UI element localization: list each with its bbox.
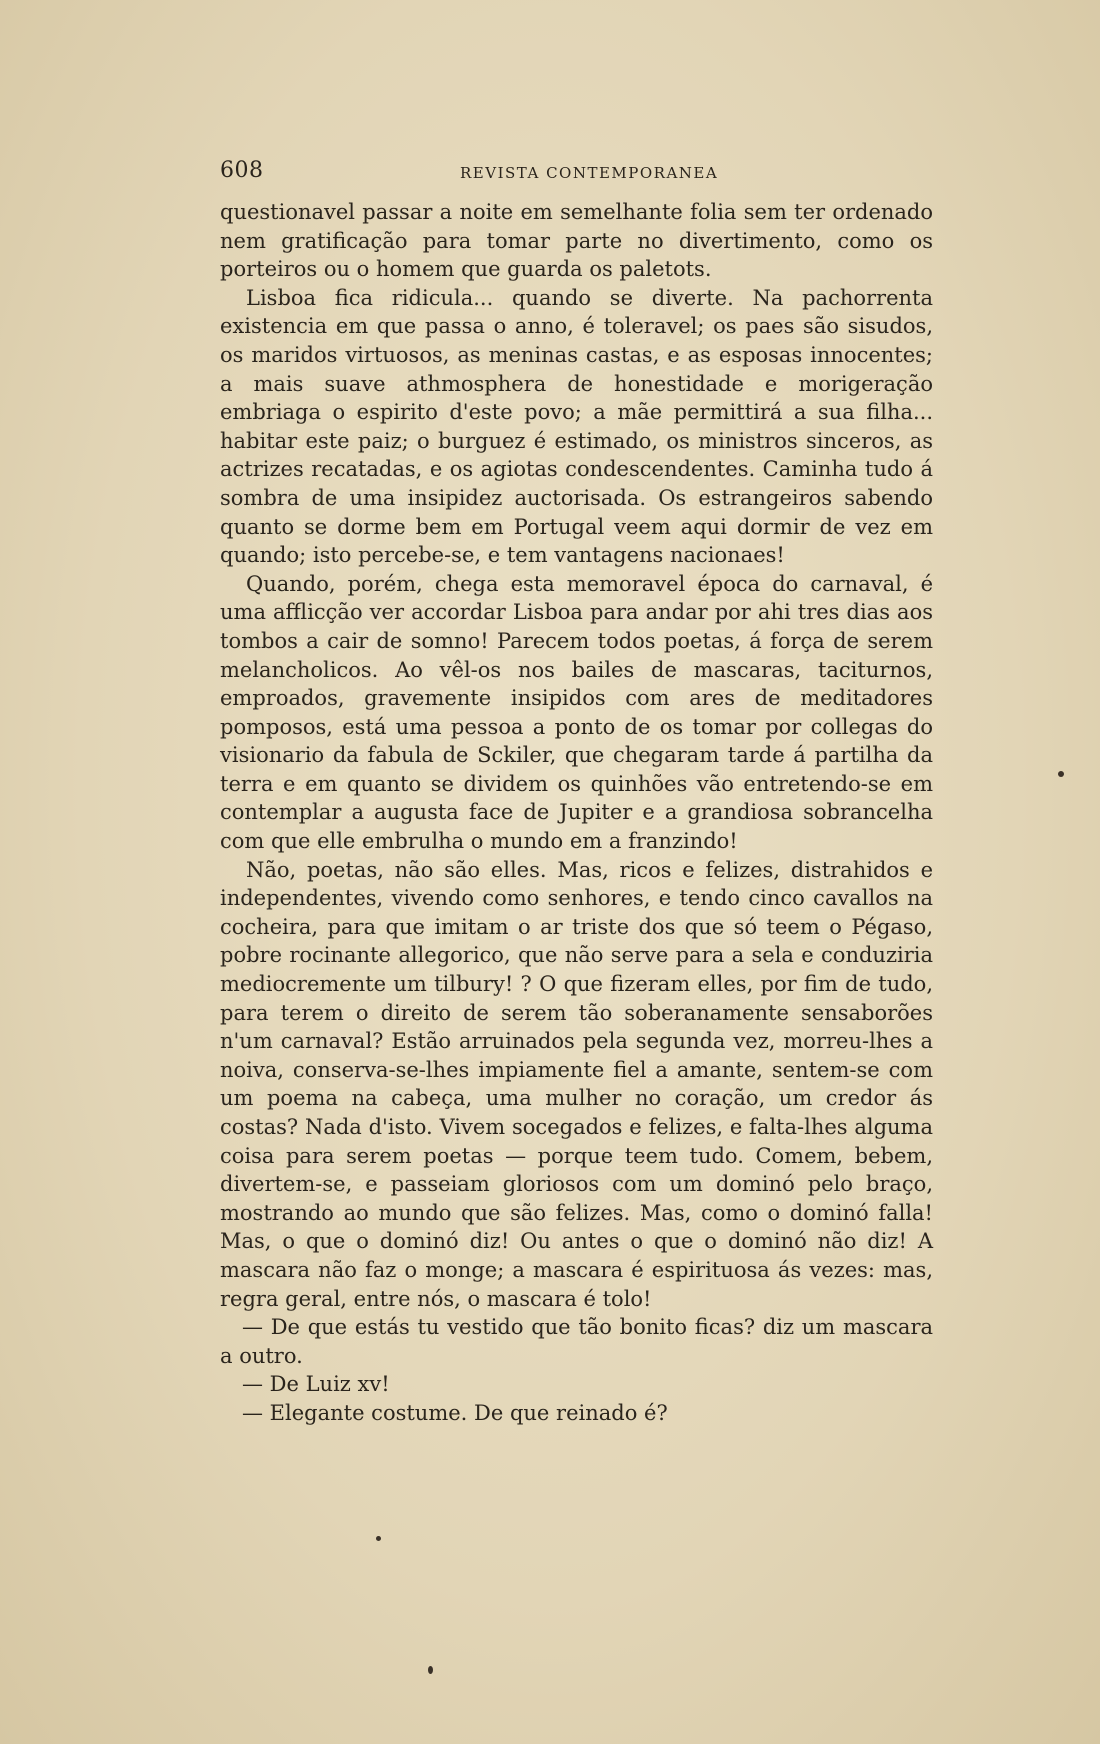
paragraph-continuation: questionavel passar a noite em semelhante folia sem ter ordenado nem gratificação para tomar parte no divertimento, como os porteiros ou o homem que guarda os paletots. (220, 200, 933, 282)
dialog-line-reply: — Elegante costume. De que reinado é? (242, 1400, 668, 1425)
page-header (220, 158, 940, 182)
ink-speck (428, 1666, 433, 1674)
ink-speck (376, 1536, 381, 1541)
body-text (220, 198, 933, 1428)
paragraph-poetas: Não, poetas, não são elles. Mas, ricos e felizes, distrahidos e independentes, vivendo como senhores, e tendo cinco cavallos na cocheira, para que imitam o ar triste dos que só teem o Pégaso, pobre rocinante allegorico, que não serve para a sela e conduziria mediocremente um tilbury! ? O que fizeram elles, por fim de tudo, para terem o direito de serem tão soberanamente sensaborões n'um carnaval? Estão arruinados pela segunda vez, morreu-lhes a noiva, conserva-se-lhes impiamente fiel a amante, sentem-se com um poema na cabeça, uma mulher no coração, um credor ás costas? Nada d'isto. Vivem socegados e felizes, e falta-lhes alguma coisa para serem poetas — porque teem tudo. Comem, bebem, divertem-se, e passeiam gloriosos com um dominó pelo braço, mostrando ao mundo que são felizes. Mas, como o dominó falla! Mas, o que o dominó diz! Ou antes o que o dominó não diz! A mascara não faz o monge; a mascara é espirituosa ás vezes: mas, regra geral, entre nós, o mascara é tolo! (220, 857, 933, 1311)
dialog-line-question: — De que estás tu vestido que tão bonito ficas? diz um mascara a outro. (220, 1315, 933, 1368)
running-title: REVISTA CONTEMPORANEA (460, 164, 719, 182)
ink-speck (1058, 771, 1064, 777)
dialog-line-answer: — De Luiz xv! (242, 1372, 390, 1397)
page-number: 608 (220, 158, 264, 183)
paragraph-carnaval: Quando, porém, chega esta memoravel época do carnaval, é uma afflicção ver accordar Lisboa para andar por ahi tres dias aos tombos a cair de somno! Parecem todos poetas, á força de serem melancholicos. Ao vêl-os nos bailes de mascaras, taciturnos, emproados, gravemente insipidos com ares de meditadores pomposos, está uma pessoa a ponto de os tomar por collegas do visionario da fabula de Sckiler, que chegaram tarde á partilha da terra e em quanto se dividem os quinhões vão entretendo-se em contemplar a augusta face de Jupiter e a grandiosa sobrancelha com que elle embrulha o mundo em a franzindo! (220, 571, 933, 854)
paragraph-lisboa: Lisboa fica ridicula... quando se diverte. Na pachorrenta existencia em que passa o anno, é toleravel; os paes são sisudos, os maridos virtuosos, as meninas castas, e as esposas innocentes; a mais suave athmosphera de honestidade e morigeração embriaga o espirito d'este povo; a mãe permittirá a sua filha... habitar este paiz; o burguez é estimado, os ministros sinceros, as actrizes recatadas, e os agiotas condescendentes. Caminha tudo á sombra de uma insipidez auctorisada. Os estrangeiros sabendo quanto se dorme bem em Portugal veem aqui dormir de vez em quando; isto percebe-se, e tem vantagens nacionaes! (220, 285, 933, 568)
